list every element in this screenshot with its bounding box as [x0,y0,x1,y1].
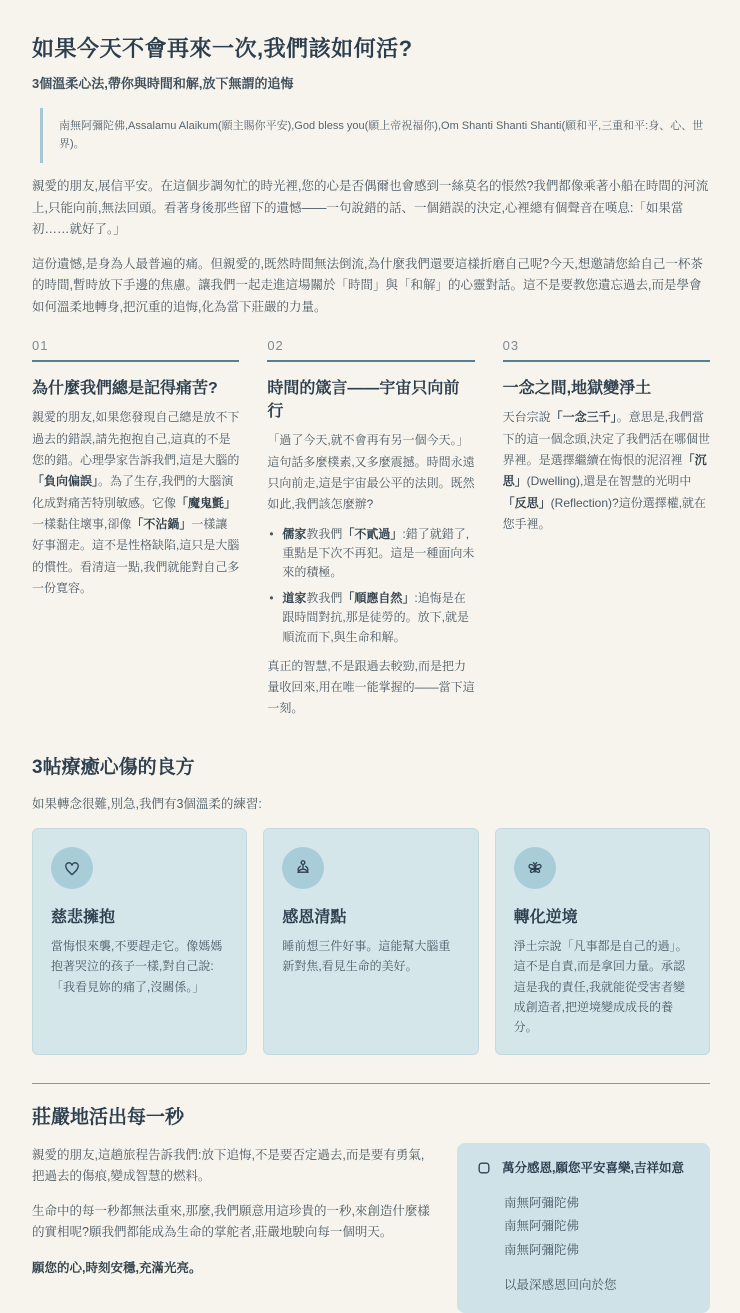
column-number: 02 [267,338,284,354]
remedy-card-body: 當悔恨來襲,不要趕走它。像媽媽抱著哭泣的孩子一樣,對自己說:「我看見妳的痛了,沒關係。」 [51,938,223,994]
column-rule [267,360,474,362]
remedy-cards [32,828,710,1055]
column-heading: 一念之間,地獄變淨土 [502,380,652,398]
closing-paragraph-1: 親愛的朋友,這趟旅程告訴我們:放下追悔,不是要否定過去,而是要有勇氣,把過去的傷痕,變成智慧的燃料。 [32,1147,425,1184]
column-bullet-list [267,525,474,647]
principles-columns [32,338,710,720]
column-heading: 為什麼我們總是記得痛苦? [32,380,218,398]
remedy-card-title: 轉化逆境 [513,908,578,926]
closing-blessing-line: 願您的心,時刻安穩,充滿光亮。 [32,1260,202,1275]
principle-column-1 [32,338,239,720]
remedies-intro: 如果轉念很難,別急,我們有3個溫柔的練習: [32,796,262,811]
remedy-card-transform [495,828,710,1055]
column-rule [32,360,239,362]
column-number: 03 [502,338,520,354]
heart-icon [51,847,93,889]
chant-line: 南無阿彌陀佛 [504,1242,580,1257]
remedy-card-body: 淨土宗說「凡事都是自己的過」。這不是自責,而是拿回力量。承認這是我的責任,我就能從受害者變成創造者,把逆境變成成長的養分。 [513,938,688,1035]
principle-column-3 [503,338,710,720]
column-heading: 時間的箴言——宇宙只向前行 [267,380,460,421]
section-divider [32,1083,710,1084]
column-paragraph: 真正的智慧,不是跟過去較勁,而是把力量收回來,用在唯一能掌握的——當下這一刻。 [267,658,475,716]
butterfly-icon [514,847,556,889]
remedy-card-compassion [32,828,247,1055]
note-icon [477,1161,491,1175]
chant-line: 南無阿彌陀佛 [504,1196,580,1211]
meditation-icon [282,847,324,889]
column-number: 01 [32,338,49,354]
blessing-quote: 南無阿彌陀佛,Assalamu Alaikum(願主賜你平安),God bless you(願上帝祝福你),Om Shanti Shanti Shanti(願和平,三重和平:身、心、世界)。 [40,108,710,163]
blessing-chant-lines [504,1192,690,1261]
remedy-card-title: 慈悲擁抱 [51,908,116,926]
closing-paragraph-2: 生命中的每一秒都無法重來,那麼,我們願意用這珍貴的一秒,來創造什麼樣的實相呢?願我們都能成為生命的掌舵者,莊嚴地駛向每一個明天。 [32,1203,430,1240]
remedy-card-title: 感恩清點 [282,908,347,926]
intro-paragraph-2: 這份遺憾,是身為人最普遍的痛。但親愛的,既然時間無法倒流,為什麼我們還要這樣折磨自己呢?今天,想邀請您給自己一杯茶的時間,暫時放下手邊的焦慮。讓我們一起走進這場關於「時間」與「和解」的心靈對話。這不是要教您遺忘過去,而是學會如何溫柔地轉身,把沉重的追悔,化為當下莊嚴的力量。 [32,256,703,314]
blessing-box-title: 萬分感恩,願您平安喜樂,吉祥如意 [502,1160,684,1175]
column-paragraph: 「過了今天,就不會再有另一個今天。」這句話多麼樸素,又多麼震撼。時間永遠只向前走,這是宇宙最公平的法則。既然如此,我們該怎麼辦? [267,433,475,512]
column-body: 親愛的朋友,如果您發現自己總是放不下過去的錯誤,請先抱抱自己,這真的不是您的錯。心理學家告訴我們,這是大腦的「負向偏誤」。為了生存,我們的大腦演化成對痛苦特別敏感。它像「魔鬼氈」一樣黏住壞事,卻像「不沾鍋」一樣讓好事溜走。這不是性格缺陷,這只是大腦的慣性。看清這一點,我們就能對自己多一份寬容。 [32,410,240,596]
page-subtitle: 3個溫柔心法,帶你與時間和解,放下無謂的追悔 [32,76,294,91]
intro-paragraph-1: 親愛的朋友,展信平安。在這個步調匆忙的時光裡,您的心是否偶爾也會感到一絲莫名的悵然?我們都像乘著小船在時間的河流上,只能向前,無法回頭。看著身後那些留下的遺憾——一句說錯的話、一個錯誤的決定,心裡總有個聲音在嘆息:「如果當初……就好了。」 [32,179,709,237]
blessing-box-header [477,1160,690,1178]
remedy-card-body: 睡前想三件好事。這能幫大腦重新對焦,看見生命的美好。 [282,938,451,974]
page-title: 如果今天不會再來一次,我們該如何活? [32,36,413,61]
closing-section-title: 莊嚴地活出每一秒 [32,1106,185,1128]
bullet-item: • 道家教我們「順應自然」:追悔是在跟時間對抗,那是徒勞的。放下,就是順流而下,與生命和解。 [267,589,474,647]
closing-text [32,1143,431,1276]
blessing-box-footer: 以最深感恩回向於您 [504,1277,617,1292]
bullet-item: • 儒家教我們「不貳過」:錯了就錯了,重點是下次不再犯。這是一種面向未來的積極。 [267,525,474,583]
remedy-card-gratitude [263,828,478,1055]
principle-column-2 [267,338,474,720]
closing-section [32,1143,710,1313]
column-body: 天台宗說「一念三千」。意思是,我們當下的這一個念頭,決定了我們活在哪個世界裡。是選擇繼續在悔恨的泥沼裡「沉思」(Dwelling),還是在智慧的光明中「反思」(Reflection)?這份選擇權,就在您手裡。 [502,410,710,531]
blessing-box [457,1143,710,1313]
column-rule [503,360,710,362]
chant-line: 南無阿彌陀佛 [504,1219,580,1234]
remedies-section-title: 3帖療癒心傷的良方 [32,756,195,778]
